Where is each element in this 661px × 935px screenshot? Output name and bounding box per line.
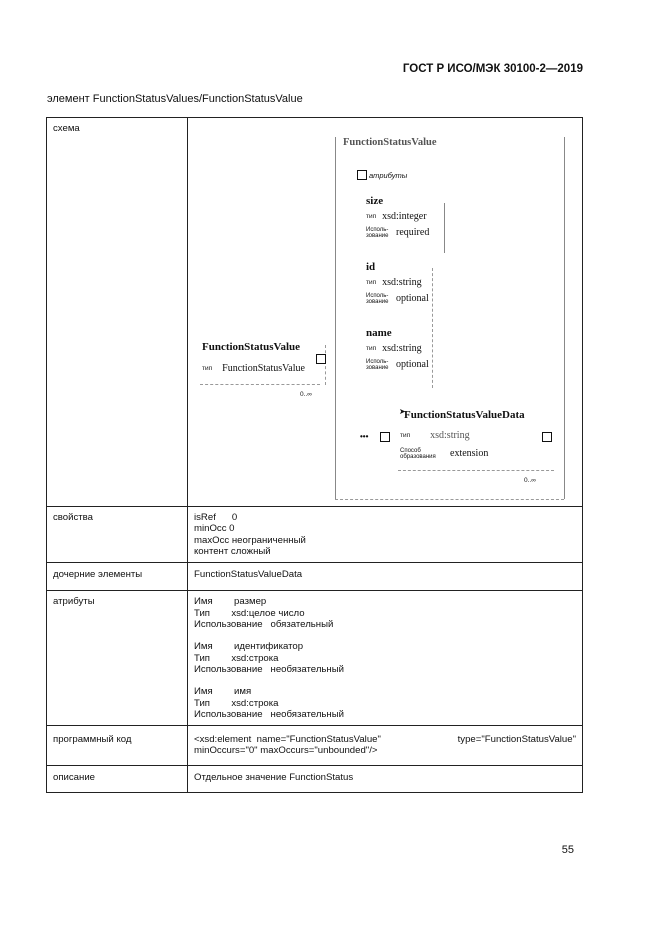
property-content: контент сложный (194, 545, 271, 557)
attr-line: Имя имя (194, 686, 252, 698)
attribute-type: xsd:integer (382, 211, 427, 223)
attribute-type: xsd:string (382, 277, 422, 289)
attribute-group-name (194, 686, 576, 720)
attribute-type: xsd:string (382, 343, 422, 355)
attribute-use: optional (396, 292, 429, 304)
attribute-size-border (444, 203, 445, 253)
attr-line: Тип xsd:строка (194, 652, 279, 664)
child-expand-icon[interactable] (542, 432, 552, 442)
table-row-properties (47, 507, 583, 563)
code-line-2: minOccurs="0" maxOccurs="unbounded"/> (194, 745, 378, 757)
sequence-icon: ••• (360, 432, 369, 441)
schema-cell (188, 118, 583, 507)
attribute-name: size (366, 195, 384, 207)
attribute-use-label: Исполь-зование (366, 226, 389, 239)
table-row-description (47, 765, 583, 792)
table-row-code (47, 726, 583, 766)
attribute-use: optional (396, 358, 429, 370)
attr-line: Имя размер (194, 596, 267, 608)
attributes-cell (188, 591, 583, 726)
sequence-expand-icon[interactable] (380, 432, 390, 442)
diagram-title: FunctionStatusValue (343, 137, 437, 148)
element-name: FunctionStatusValue (202, 341, 301, 353)
row-label-children: дочерние элементы (47, 563, 188, 591)
child-box-bottom (398, 470, 554, 471)
attr-line: Использование необязательный (194, 708, 344, 720)
row-label-description: описание (47, 765, 188, 792)
child-type: xsd:string (430, 430, 470, 441)
attribute-type-label: тип (366, 279, 377, 287)
code-cell (188, 726, 583, 766)
element-occurs: 0..∞ (300, 391, 312, 398)
row-label-schema: схема (47, 118, 188, 507)
code-line-1-right: type="FunctionStatusValue" (457, 734, 576, 746)
element-box-bottom (200, 384, 320, 385)
attribute-use: required (396, 226, 430, 238)
children-value: FunctionStatusValueData (188, 563, 583, 591)
frame-bottom-line (335, 499, 564, 500)
attr-line: Использование необязательный (194, 663, 344, 675)
attribute-group-size (194, 596, 576, 630)
child-type-label: тип (400, 432, 411, 439)
schema-diagram (194, 123, 576, 501)
frame-right-line (564, 137, 565, 499)
element-box-right (325, 345, 326, 385)
page-number: 55 (561, 844, 574, 856)
attributes-group-border (432, 268, 433, 388)
row-label-code: программный код (47, 726, 188, 766)
table-row-schema (47, 118, 583, 507)
element-expand-icon[interactable] (316, 354, 326, 364)
document-header: ГОСТ Р ИСО/МЭК 30100-2—2019 (402, 63, 583, 75)
description-value: Отдельное значение FunctionStatus (188, 765, 583, 792)
element-type: FunctionStatusValue (222, 363, 305, 374)
element-type-label: тип (202, 365, 213, 372)
child-method: extension (450, 448, 489, 460)
properties-cell (188, 507, 583, 563)
property-minocc: minOcc 0 (194, 523, 235, 535)
child-occurs: 0..∞ (524, 477, 536, 484)
attribute-use-label: Исполь-зование (366, 292, 389, 305)
property-isref: isRef 0 (194, 512, 238, 523)
row-label-attributes: атрибуты (47, 591, 188, 726)
attributes-toggle-icon[interactable] (357, 170, 367, 180)
code-line-1-left: <xsd:element name="FunctionStatusValue" (194, 734, 381, 746)
child-method-row (400, 448, 488, 460)
table-row-attributes (47, 591, 583, 726)
attribute-group-id (194, 641, 576, 675)
attribute-name: name (366, 327, 392, 339)
attributes-label: атрибуты (369, 171, 408, 180)
attr-line: Тип xsd:целое число (194, 607, 305, 619)
attribute-size (366, 196, 429, 239)
attr-line: Имя идентификатор (194, 641, 304, 653)
child-element-name: FunctionStatusValueData (404, 409, 525, 421)
frame-left-line (335, 137, 336, 499)
attr-line: Использование обязательный (194, 619, 334, 631)
spec-table (46, 117, 583, 793)
row-label-properties: свойства (47, 507, 188, 563)
attribute-use-label: Исполь-зование (366, 358, 389, 371)
element-caption: элемент FunctionStatusValues/FunctionStatusValue (47, 93, 303, 105)
child-pointer-icon: ➤ (399, 407, 406, 416)
attribute-type-label: тип (366, 213, 377, 221)
child-type-row (400, 430, 470, 441)
attribute-name: id (366, 261, 376, 273)
child-method-label: Способ образования (400, 448, 436, 460)
attr-line: Тип xsd:строка (194, 697, 279, 709)
property-maxocc: maxOcc неограниченный (194, 534, 306, 546)
element-type-row (202, 363, 305, 374)
attribute-type-label: тип (366, 345, 377, 353)
attribute-name-block (366, 328, 429, 371)
table-row-children (47, 563, 583, 591)
attribute-id (366, 262, 429, 305)
